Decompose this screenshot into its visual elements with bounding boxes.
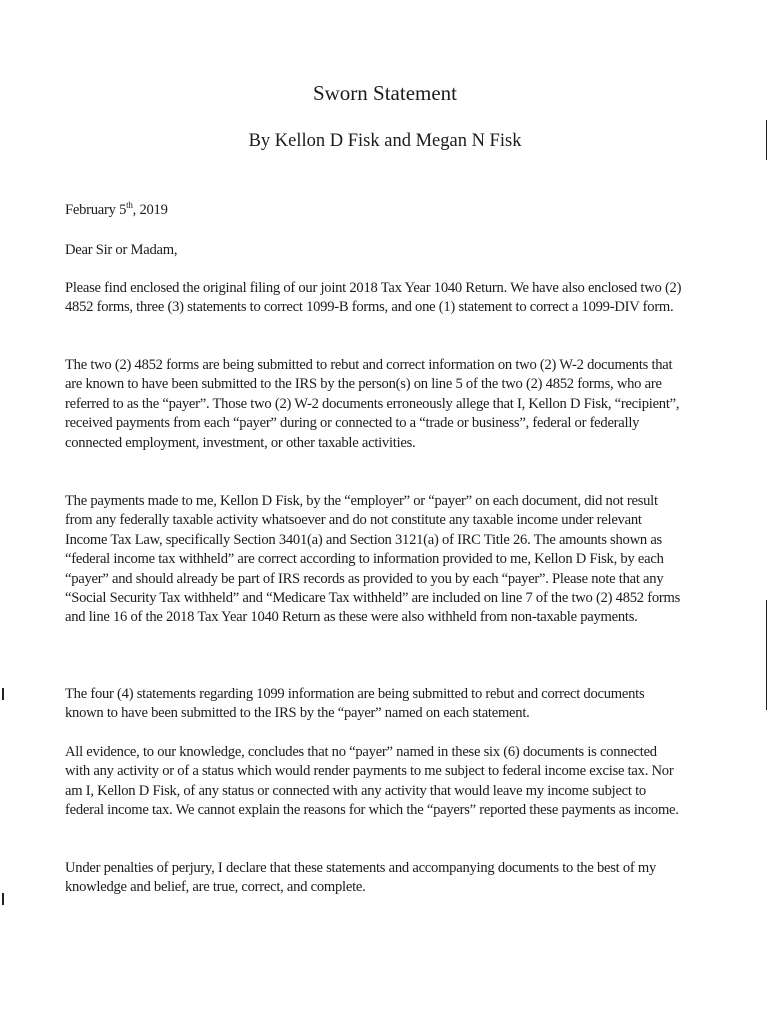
salutation: Dear Sir or Madam, [65, 242, 178, 258]
paragraph-text: The payments made to me, Kellon D Fisk, by the “employer” or “payer” on each document, did not result from any federally taxable activity whatsoever and do not constitute any taxable income under relevant Income Tax Law, specifically Section 3401(a) and Section 3121(a) of IRC Title 26. The amounts shown as “federal income tax withheld” are correct according to information provided to me, Kellon D Fisk, by each “payer” and should already be part of IRS records as provided to you by each “payer”. Please note that any “Social Security Tax withheld” and “Medicare Tax withheld” are included on line 7 of the two (2) 4852 forms and line 16 of the 2018 Tax Year 1040 Return as these were also withheld from non-taxable payments. [65, 493, 681, 626]
body-paragraph-5 [65, 743, 685, 821]
scan-edge-mark [2, 893, 4, 905]
body-paragraph-2 [65, 356, 685, 453]
date-suffix: , 2019 [132, 202, 168, 218]
paragraph-text: All evidence, to our knowledge, concludes that no “payer” named in these six (6) documents is connected with any activity or of a status which would render payments to me subject to federal income excise tax. Nor am I, Kellon D Fisk, of any status or connected with any activity that would leave my income subject to federal income tax. We cannot explain the reasons for which the “payers” reported these payments as income. [65, 744, 679, 819]
scan-edge-mark [766, 600, 767, 710]
paragraph-text: Please find enclosed the original filing of our joint 2018 Tax Year 1040 Return. We have also enclosed two (2) 4852 forms, three (3) statements to correct 1099-B forms, and one (1) statement to correct a 1099-DIV form. [65, 280, 682, 316]
date-superscript: th [126, 200, 133, 211]
body-paragraph-3 [65, 492, 685, 628]
paragraph-text: The four (4) statements regarding 1099 information are being submitted to rebut and correct documents known to have been submitted to the IRS by the “payer” named on each statement. [65, 686, 645, 722]
body-paragraph-1 [65, 279, 685, 318]
date-prefix: February 5 [65, 202, 127, 218]
scan-edge-mark [766, 120, 767, 160]
document-subtitle: By Kellon D Fisk and Megan N Fisk [248, 131, 522, 151]
document-title: Sworn Statement [312, 81, 458, 105]
scan-edge-mark [2, 688, 4, 700]
paragraph-text: Under penalties of perjury, I declare that these statements and accompanying documents to the best of my knowledge and belief, are true, correct, and complete. [65, 860, 657, 896]
body-paragraph-6 [65, 859, 685, 898]
body-paragraph-4 [65, 685, 685, 724]
paragraph-text: The two (2) 4852 forms are being submitted to rebut and correct information on two (2) W-2 documents that are known to have been submitted to the IRS by the person(s) on line 5 of the two (2) 4852 forms, who are referred to as the “payer”. Those two (2) W-2 documents erroneously allege that I, Kellon D Fisk, “recipient”, received payments from each “payer” during or connected to a “trade or business”, federal or federally connected employment, investment, or other taxable activities. [65, 357, 680, 451]
statement-date [65, 201, 685, 220]
